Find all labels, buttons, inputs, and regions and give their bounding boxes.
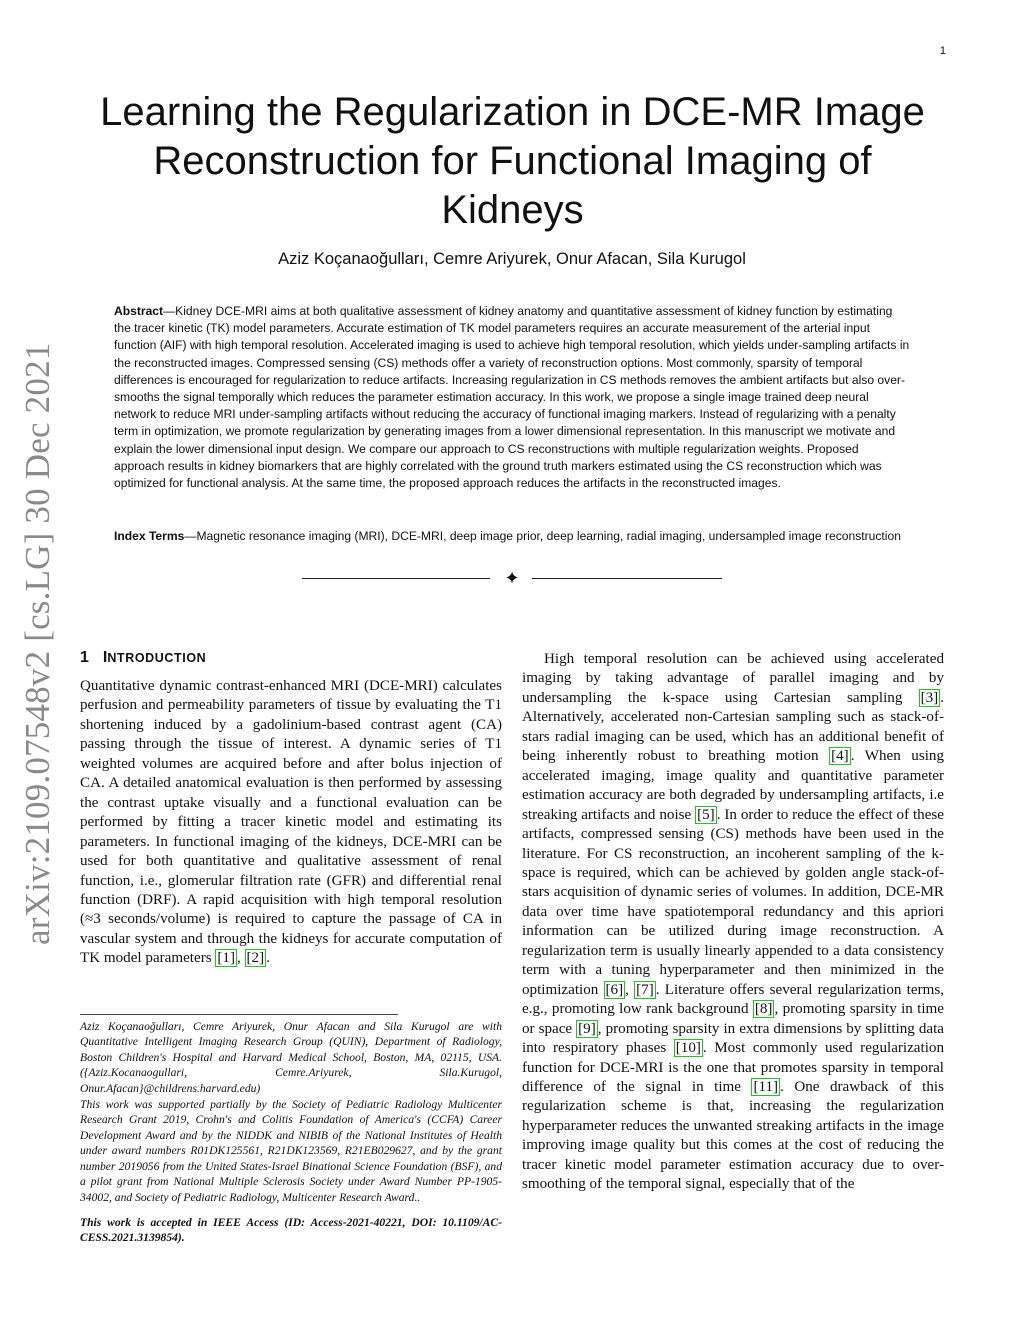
abstract (114, 303, 912, 492)
citation-link[interactable]: [1] (217, 950, 235, 967)
text-run: . Most commonly used regularization function for DCE-MRI is the one that promotes sparsity in temporal difference of the signal in time (522, 1040, 944, 1095)
citation-link[interactable]: [10] (675, 1040, 701, 1057)
section-title-rest: NTRODUCTION (107, 651, 207, 665)
section-title-initial: I (102, 649, 108, 666)
citation-link[interactable]: [8] (754, 1001, 773, 1018)
citation-link[interactable]: [4] (831, 748, 849, 765)
text-run: . Alternatively, accelerated non-Cartesian sampling such as stack-of-stars radial imaging can be used, which has an additional benefit of being inherently robust to breathing motion (522, 689, 944, 765)
divider-star-icon: ✦ (504, 568, 520, 588)
section-number: 1 (80, 649, 89, 666)
body-paragraph (522, 650, 944, 1195)
title-line: Kidneys (441, 188, 584, 232)
citation-link[interactable]: [9] (578, 1020, 596, 1037)
text-run: High temporal resolution can be achieved using accelerated imaging by taking advantage of parallel imaging and by undersampling the k-space using Cartesian sampling (522, 651, 944, 706)
footnote-accepted: This work is accepted in IEEE Access (ID: Access-2021-40221, DOI: 10.1109/ACCESS.2021.3139854). (80, 1216, 502, 1245)
index-terms-label: Index Terms (114, 529, 185, 543)
footnote-affiliation: Aziz Koçanaoğulları, Cemre Ariyurek, Onur Afacan and Sila Kurugol are with Quantitative Intelligent Imaging Research Group (QUIN), Department of Radiology, Boston Children's Hospital and Harvard Medical School, Boston, MA, 02115, USA. ({Aziz.Kocanaogullari, Cemre.Ariyurek, Sila.Kurugol, Onur.Afacan}@childrens.harvard.edu) (80, 1020, 502, 1095)
text-run: . (266, 950, 270, 967)
text-run: , (236, 950, 245, 967)
citation-link[interactable]: [7] (636, 981, 654, 998)
abstract-label: Abstract (114, 304, 164, 318)
section-divider (302, 566, 722, 590)
footnote-funding: This work was supported partially by the Society of Pediatric Radiology Multicenter Research Grant 2019, Crohn's and Colitis Foundation of America's (CCFA) Career Development Award and by the NIDDK and NIBIB of the National Institutes of Health under award numbers R01DK125561, R21DK123569, R21EB029627, and by the grant number 2019056 from the United States-Israel Binational Science Foundation (BSF), and a pilot grant from National Multiple Sclerosis Society under Award Number PP-1905-34002, and Society of Pediatric Radiology, Multicenter Research Award.. (80, 1098, 502, 1204)
citation-link[interactable]: [2] (246, 950, 265, 967)
text-run: , (625, 981, 635, 998)
text-run: . One drawback of this regularization scheme is that, increasing the regularization hyperparameter reduces the unwanted streaking artifacts in the image improving image quality but this comes at the cost of reducing the tracer kinetic model parameter estimation accuracy due to over-smoothing of the temporal signal, especially that of the (522, 1078, 944, 1193)
paper-title (90, 88, 935, 235)
arxiv-identifier-stamp[interactable]: arXiv:2109.07548v2 [cs.LG] 30 Dec 2021 (18, 342, 57, 945)
text-run: , promoting sparsity in time or space (522, 1001, 944, 1037)
text-run: . Literature offers several regularization terms, e.g., promoting low rank background (522, 981, 944, 1018)
title-line: Learning the Regularization in DCE-MR Image (100, 90, 925, 134)
citation-link[interactable]: [3] (920, 689, 939, 706)
footnote-rule (80, 1014, 398, 1015)
divider-rule-left (302, 578, 490, 579)
citation-link[interactable]: [6] (605, 981, 624, 998)
title-line: Reconstruction for Functional Imaging of (153, 139, 872, 183)
section-heading-introduction (80, 649, 206, 667)
index-terms-text: —Magnetic resonance imaging (MRI), DCE-MRI, deep image prior, deep learning, radial imaging, undersampled image reconstruction (184, 529, 901, 543)
citation-link[interactable]: [11] (753, 1078, 779, 1095)
intro-paragraph (80, 677, 502, 969)
index-terms (114, 528, 912, 545)
text-run: . When using accelerated imaging, image quality and quantitative parameter estimation accuracy are both degraded by undersampling artifacts, i.e streaking artifacts and noise (522, 748, 944, 823)
text-run: Quantitative dynamic contrast-enhanced MRI (DCE-MRI) calculates perfusion and permeability parameters of tissue by evaluating the T1 shortening induced by a gadolinium-based contrast agent (CA) passing through the tissue of interest. A dynamic series of T1 weighted volumes are acquired before and after bolus injection of CA. A detailed anatomical evaluation is then performed by assessing the contrast uptake visually and a functional evaluation can be performed by fitting a tracer kinetic model and estimating its parameters. In functional imaging of the kidneys, DCE-MRI can be used for both quantitative and qualitative assessment of renal function, i.e., glomerular filtration rate (GFR) and differential renal function (DRF). A rapid acquisition with high temporal resolution (≈3 seconds/volume) is required to capture the passage of CA in vascular system and through the kidneys for accurate computation of TK model parameters (80, 678, 502, 967)
text-run: , promoting sparsity in extra dimensions by splitting data into respiratory phases (522, 1020, 945, 1057)
abstract-text: —Kidney DCE-MRI aims at both qualitative assessment of kidney anatomy and quantitative assessment of kidney function by estimating the tracer kinetic (TK) model parameters. Accurate estimation of TK model parameters requires an accurate measurement of the arterial input function (AIF) with high temporal resolution. Accelerated imaging is used to achieve high temporal resolution, which yields under-sampling artifacts in the reconstructed images. Compressed sensing (CS) methods offer a variety of reconstruction options. Most commonly, sparsity of temporal differences is encouraged for regularization to reduce artifacts. Increasing regularization in CS methods removes the ambient artifacts but also over-smooths the signal temporally which reduces the parameter estimation accuracy. In this work, we propose a single image trained deep neural network to reduce MRI under-sampling artifacts without reducing the accuracy of functional imaging markers. Instead of regularizing with a penalty term in optimization, we promote regularization by generating images from a lower dimensional representation. In this manuscript we motivate and explain the lower dimensional input design. We compare our approach to CS reconstructions with multiple regularization weights. Proposed approach results in kidney biomarkers that are highly correlated with the ground truth markers estimated using the CS reconstruction which was optimized for functional analysis. At the same time, the proposed approach reduces the artifacts in the reconstructed images. (114, 304, 910, 491)
citation-link[interactable]: [5] (697, 806, 715, 823)
text-run: . In order to reduce the effect of these artifacts, compressed sensing (CS) methods have been used in the literature. For CS reconstruction, an incoherent sampling of the k-space is required, which can be achieved by golden angle stack-of-stars acquisition of dynamic series of volumes. In addition, DCE-MR data over time have spatiotemporal redundancy and this apriori information can be utilized during image reconstruction. A regularization term is usually linearly appended to a data consistency term with a tuning hyperparameter and then minimized in the optimization (522, 806, 944, 998)
divider-rule-right (532, 578, 722, 579)
page-number: 1 (939, 45, 946, 57)
author-list: Aziz Koçanaoğulları, Cemre Ariyurek, Onur Afacan, Sila Kurugol (278, 250, 746, 268)
